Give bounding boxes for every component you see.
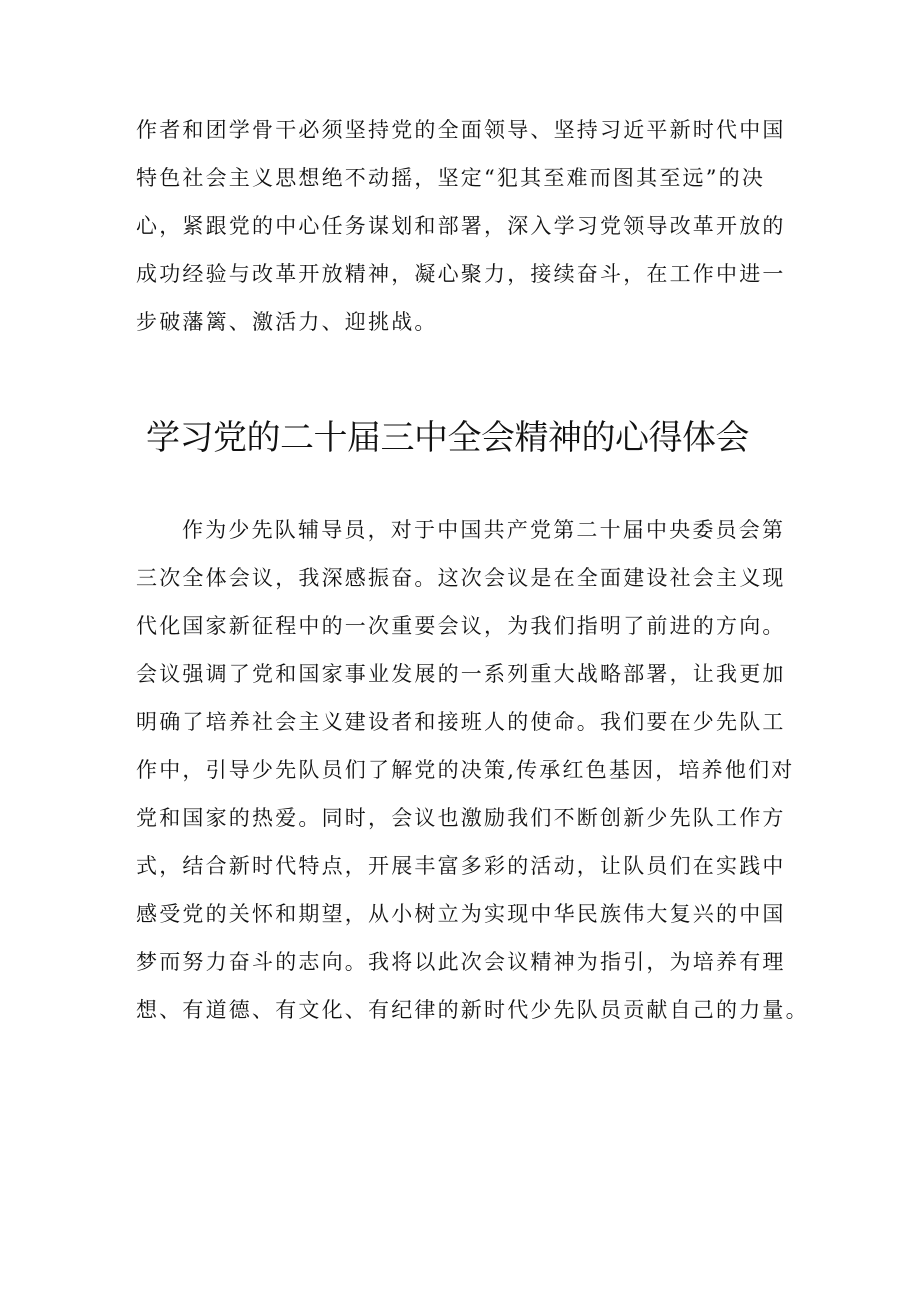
- paragraph-line: 作者和团学骨干必须坚持党的全面领导、坚持习近平新时代中国: [136, 118, 786, 142]
- body-paragraph: [136, 506, 809, 1034]
- paragraph-line: 想、有道德、有文化、有纪律的新时代少先队员贡献自己的力量。: [136, 998, 809, 1022]
- paragraph-line: 特色社会主义思想绝不动摇，坚定“犯其至难而图其至远”的决: [136, 166, 766, 190]
- paragraph-line: 式，结合新时代特点，开展丰富多彩的活动，让队员们在实践中: [136, 854, 786, 878]
- intro-paragraph: [136, 106, 796, 346]
- paragraph-line: 会议强调了党和国家事业发展的一系列重大战略部署，让我更加: [136, 662, 786, 686]
- paragraph-line: 成功经验与改革开放精神，凝心聚力，接续奋斗，在工作中进一: [136, 262, 786, 286]
- paragraph-line: 梦而努力奋斗的志向。我将以此次会议精神为指引，为培养有理: [136, 950, 786, 974]
- paragraph-line: 作为少先队辅导员，对于中国共产党第二十届中央委员会第: [182, 518, 786, 542]
- section-heading: 学习党的二十届三中全会精神的心得体会: [146, 418, 749, 458]
- paragraph-line: 三次全体会议，我深感振奋。这次会议是在全面建设社会主义现: [136, 566, 786, 590]
- paragraph-line: 步破藩篱、激活力、迎挑战。: [136, 310, 438, 334]
- paragraph-line: 心，紧跟党的中心任务谋划和部署，深入学习党领导改革开放的: [136, 214, 786, 238]
- paragraph-line: 明确了培养社会主义建设者和接班人的使命。我们要在少先队工: [136, 710, 786, 734]
- paragraph-line: 感受党的关怀和期望，从小树立为实现中华民族伟大复兴的中国: [136, 902, 786, 926]
- paragraph-line: 作中，引导少先队员们了解党的决策,传承红色基因，培养他们对: [136, 758, 795, 782]
- paragraph-line: 代化国家新征程中的一次重要会议，为我们指明了前进的方向。: [136, 614, 786, 638]
- paragraph-line: 党和国家的热爱。同时，会议也激励我们不断创新少先队工作方: [136, 806, 786, 830]
